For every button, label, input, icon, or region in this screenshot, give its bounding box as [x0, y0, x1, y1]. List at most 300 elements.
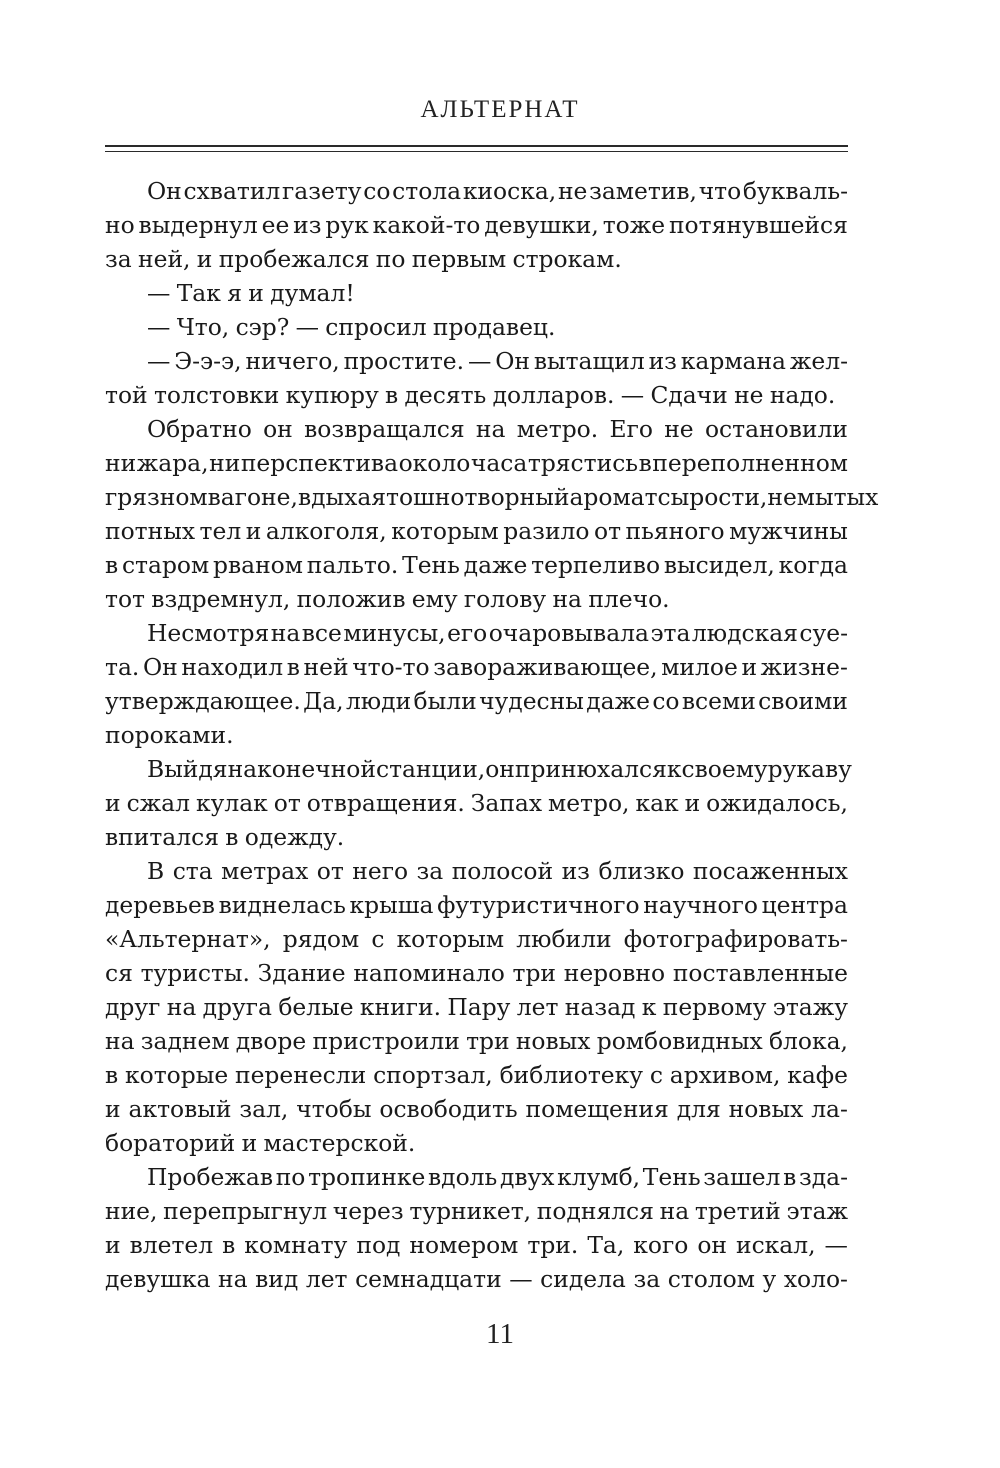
- word: назад: [564, 993, 636, 1021]
- word: зашел: [703, 1163, 781, 1191]
- word: той: [105, 381, 148, 409]
- word: мастерской.: [263, 1129, 416, 1157]
- word: кармана: [680, 347, 786, 375]
- word: мужчины: [729, 517, 848, 545]
- word: вздремнул,: [151, 585, 291, 613]
- word: поставленные: [672, 959, 848, 987]
- word: ему: [411, 585, 458, 613]
- word: сжал: [126, 789, 190, 817]
- word: я: [227, 279, 242, 307]
- word: какой-то: [372, 211, 481, 239]
- word: к: [641, 993, 657, 1021]
- word: Несмотря: [147, 619, 270, 647]
- word: суе-: [799, 619, 848, 647]
- word: Пару: [447, 993, 511, 1021]
- word: три: [466, 1027, 510, 1055]
- word: в: [783, 1163, 797, 1191]
- word: этажу: [772, 993, 848, 1021]
- word: любили: [516, 925, 612, 953]
- text-line: [105, 514, 848, 548]
- word: схватил: [183, 177, 281, 205]
- word: девушки,: [484, 211, 599, 239]
- word: жара,: [136, 449, 209, 477]
- word: —: [824, 1231, 848, 1259]
- word: белые: [278, 993, 354, 1021]
- word: поднялся: [536, 1197, 654, 1225]
- word: когда: [778, 551, 848, 579]
- word: Его: [609, 415, 653, 443]
- word: Та,: [587, 1231, 625, 1259]
- word: со: [652, 687, 680, 715]
- word: рваном: [212, 551, 303, 579]
- word: —: [147, 347, 171, 375]
- word: за: [633, 1265, 661, 1293]
- word: в: [638, 449, 652, 477]
- word: не: [557, 177, 588, 205]
- text-line: [105, 1024, 848, 1058]
- text-line: [105, 650, 848, 684]
- word: спросил: [325, 313, 427, 341]
- word: продавец.: [432, 313, 556, 341]
- word: турникет,: [409, 1197, 532, 1225]
- text-line: [105, 956, 848, 990]
- word: старом: [121, 551, 210, 579]
- word: минусы,: [343, 619, 446, 647]
- word: «Альтернат»,: [105, 925, 271, 953]
- word: вагоне,: [207, 483, 298, 511]
- word: голову: [463, 585, 547, 613]
- word: завораживающее,: [433, 653, 658, 681]
- word: новых: [515, 1027, 591, 1055]
- word: к: [666, 755, 682, 783]
- word: ла-: [811, 1095, 848, 1123]
- word: Что,: [176, 313, 230, 341]
- word: —: [147, 313, 171, 341]
- word: на: [105, 1027, 135, 1055]
- word: книги.: [359, 993, 442, 1021]
- word: из: [648, 347, 677, 375]
- word: с: [649, 1061, 663, 1089]
- word: пороками.: [105, 721, 234, 749]
- word: метро.: [516, 415, 599, 443]
- word: спортзал,: [373, 1061, 493, 1089]
- word: и: [248, 279, 264, 307]
- word: фотографировать-: [623, 925, 848, 953]
- word: тошнотворный: [386, 483, 570, 511]
- word: полосой: [451, 857, 554, 885]
- word: что-то: [352, 653, 430, 681]
- word: близко: [598, 857, 685, 885]
- word: двух: [499, 1163, 555, 1191]
- word: —: [467, 347, 492, 375]
- word: у: [762, 1265, 777, 1293]
- text-line: [105, 310, 848, 344]
- word: первому: [662, 993, 767, 1021]
- word: через: [332, 1197, 404, 1225]
- word: вид: [255, 1265, 299, 1293]
- word: купюру: [285, 381, 379, 409]
- word: помещения: [525, 1095, 669, 1123]
- word: переполненном: [652, 449, 848, 477]
- word: впитался: [105, 823, 219, 851]
- word: и: [684, 789, 701, 817]
- word: выдернул: [138, 211, 258, 239]
- word: три.: [527, 1231, 579, 1259]
- word: первым: [411, 245, 507, 273]
- word: В: [147, 857, 165, 885]
- word: ее: [261, 211, 290, 239]
- word: эта: [650, 619, 691, 647]
- word: и: [245, 517, 262, 545]
- word: ся: [105, 959, 133, 987]
- word: этаж: [786, 1197, 848, 1225]
- text-line: [105, 208, 848, 242]
- word: станции,: [375, 755, 486, 783]
- word: рук: [325, 211, 369, 239]
- word: киоска,: [462, 177, 557, 205]
- word: ромбовидных: [596, 1027, 763, 1055]
- text-line: [105, 922, 848, 956]
- word: крыша: [349, 891, 434, 919]
- word: строкам.: [512, 245, 622, 273]
- word: тоже: [602, 211, 666, 239]
- word: деревьев: [105, 891, 215, 919]
- header-rule-thin: [105, 151, 848, 152]
- word: перенесли: [235, 1061, 367, 1089]
- word: возвращался: [304, 415, 465, 443]
- word: на: [270, 619, 301, 647]
- word: чудесны: [479, 687, 584, 715]
- text-line: [105, 1228, 848, 1262]
- text-line: [105, 888, 848, 922]
- word: и: [105, 1231, 121, 1259]
- word: десять: [404, 381, 487, 409]
- word: на: [552, 585, 582, 613]
- word: от: [594, 517, 622, 545]
- word: рукаву: [767, 755, 852, 783]
- text-line: [105, 344, 848, 378]
- word: его: [447, 619, 488, 647]
- word: думал!: [270, 279, 355, 307]
- text-line: [105, 1092, 848, 1126]
- word: сырости,: [657, 483, 768, 511]
- word: на: [227, 755, 258, 783]
- word: аромат: [569, 483, 658, 511]
- word: —: [295, 313, 319, 341]
- text-line: [105, 786, 848, 820]
- word: толстовки: [153, 381, 280, 409]
- word: жел-: [789, 347, 848, 375]
- word: своими: [758, 687, 848, 715]
- word: три: [512, 959, 557, 987]
- word: своему: [681, 755, 768, 783]
- word: друга: [202, 993, 272, 1021]
- word: Он: [495, 347, 530, 375]
- word: Он: [147, 177, 182, 205]
- word: перепрыгнул: [163, 1197, 328, 1225]
- word: которым: [391, 517, 499, 545]
- word: жизне-: [760, 653, 848, 681]
- word: пробежался: [218, 245, 370, 273]
- word: освободить: [379, 1095, 518, 1123]
- word: около: [398, 449, 471, 477]
- word: положив: [296, 585, 406, 613]
- word: немытых: [767, 483, 879, 511]
- word: разило: [503, 517, 590, 545]
- word: по: [375, 245, 406, 273]
- word: Выйдя: [147, 755, 228, 783]
- word: новых: [728, 1095, 804, 1123]
- word: со: [363, 177, 391, 205]
- word: были: [413, 687, 477, 715]
- word: долларов.: [492, 381, 615, 409]
- word: остановили: [704, 415, 848, 443]
- word: он: [263, 415, 293, 443]
- text-line: [105, 446, 848, 480]
- word: Запах: [470, 789, 543, 817]
- word: от: [316, 857, 344, 885]
- word: на: [475, 415, 506, 443]
- word: номером: [409, 1231, 519, 1259]
- word: за: [416, 857, 444, 885]
- word: он: [697, 1231, 727, 1259]
- word: комнату: [244, 1231, 348, 1259]
- word: семнадцати: [355, 1265, 502, 1293]
- word: из: [293, 211, 322, 239]
- word: блока,: [768, 1027, 848, 1055]
- word: него: [352, 857, 409, 885]
- word: милое: [661, 653, 738, 681]
- word: девушка: [105, 1265, 211, 1293]
- word: принюхался: [514, 755, 667, 783]
- text-line: [105, 684, 848, 718]
- word: чтобы: [296, 1095, 372, 1123]
- word: Да,: [303, 687, 344, 715]
- word: искал,: [735, 1231, 816, 1259]
- word: даже: [586, 687, 650, 715]
- word: терпеливо: [531, 551, 661, 579]
- word: сидела: [540, 1265, 626, 1293]
- word: метрах: [221, 857, 309, 885]
- word: как: [635, 789, 679, 817]
- word: в: [286, 653, 300, 681]
- word: ста: [172, 857, 213, 885]
- word: очаровывала: [488, 619, 649, 647]
- body-text: [105, 174, 879, 1296]
- word: та.: [105, 653, 140, 681]
- word: ние,: [105, 1197, 158, 1225]
- word: за: [105, 245, 132, 273]
- text-line: [105, 854, 848, 888]
- word: не: [734, 381, 764, 409]
- word: третий: [694, 1197, 781, 1225]
- word: на: [659, 1197, 690, 1225]
- word: и: [105, 1095, 121, 1123]
- word: от: [273, 789, 301, 817]
- word: заднем: [140, 1027, 230, 1055]
- word: бораторий: [105, 1129, 236, 1157]
- word: Так: [176, 279, 221, 307]
- word: все: [301, 619, 342, 647]
- word: лет: [305, 1265, 348, 1293]
- word: в: [105, 551, 119, 579]
- word: Обратно: [147, 415, 252, 443]
- word: стола: [392, 177, 462, 205]
- word: заметив,: [589, 177, 697, 205]
- word: научного: [643, 891, 758, 919]
- word: людская: [691, 619, 798, 647]
- word: лет: [516, 993, 559, 1021]
- word: клумб,: [557, 1163, 641, 1191]
- word: и: [741, 653, 758, 681]
- text-line: [105, 990, 848, 1024]
- word: кого: [633, 1231, 689, 1259]
- word: алкоголя,: [265, 517, 387, 545]
- word: Сдачи: [650, 381, 728, 409]
- word: напоминало: [353, 959, 505, 987]
- word: перспектива: [240, 449, 399, 477]
- word: часа: [470, 449, 528, 477]
- word: библиотеку: [499, 1061, 644, 1089]
- text-line: [105, 378, 848, 412]
- word: кафе: [787, 1061, 848, 1089]
- word: на: [166, 993, 197, 1021]
- text-line: [105, 174, 848, 208]
- word: столом: [667, 1265, 755, 1293]
- word: трястись: [527, 449, 639, 477]
- word: холо-: [783, 1265, 848, 1293]
- word: в: [225, 823, 239, 851]
- word: Пробежав: [147, 1163, 274, 1191]
- word: которым: [396, 925, 505, 953]
- word: ожидалось,: [706, 789, 848, 817]
- word: виднелась: [218, 891, 346, 919]
- word: футуристичного: [437, 891, 640, 919]
- word: посаженных: [692, 857, 848, 885]
- text-line: [105, 718, 848, 752]
- text-line: [105, 1160, 848, 1194]
- word: букваль-: [742, 177, 848, 205]
- word: высидел,: [663, 551, 775, 579]
- word: влетел: [129, 1231, 214, 1259]
- word: пьяного: [625, 517, 725, 545]
- text-line: [105, 1126, 848, 1160]
- word: —: [509, 1265, 533, 1293]
- text-line: [105, 1194, 848, 1228]
- word: сэр?: [235, 313, 290, 341]
- word: что: [698, 177, 742, 205]
- text-line: [105, 480, 879, 514]
- word: находил: [181, 653, 284, 681]
- text-line: [105, 548, 848, 582]
- word: ни: [105, 449, 137, 477]
- word: центра: [761, 891, 848, 919]
- word: на: [218, 1265, 248, 1293]
- word: друг: [105, 993, 161, 1021]
- word: которые: [125, 1061, 229, 1089]
- word: Тень: [642, 1163, 701, 1191]
- word: плечо.: [588, 585, 670, 613]
- word: Он: [142, 653, 178, 681]
- word: отвращения.: [306, 789, 465, 817]
- word: архивом,: [669, 1061, 781, 1089]
- word: пристроили: [312, 1027, 460, 1055]
- word: неровно: [563, 959, 666, 987]
- word: дворе: [235, 1027, 307, 1055]
- word: зда-: [798, 1163, 848, 1191]
- text-line: [105, 1058, 848, 1092]
- word: всеми: [681, 687, 756, 715]
- word: но: [105, 211, 135, 239]
- word: под: [356, 1231, 401, 1259]
- text-line: [105, 412, 848, 446]
- running-title: АЛЬТЕРНАТ: [420, 96, 580, 123]
- word: в: [385, 381, 399, 409]
- word: тропинке: [308, 1163, 426, 1191]
- word: одежду.: [244, 823, 345, 851]
- word: тел: [199, 517, 242, 545]
- word: Тень: [402, 551, 460, 579]
- word: по: [275, 1163, 306, 1191]
- word: ней: [303, 653, 349, 681]
- word: надо.: [769, 381, 836, 409]
- word: потных: [105, 517, 196, 545]
- text-line: [105, 276, 848, 310]
- text-line: [105, 752, 852, 786]
- word: из: [561, 857, 590, 885]
- word: ней,: [138, 245, 191, 273]
- word: конечной: [257, 755, 376, 783]
- word: в: [105, 1061, 119, 1089]
- text-line: [105, 616, 848, 650]
- word: даже: [463, 551, 528, 579]
- text-line: [105, 820, 848, 854]
- word: кулак: [195, 789, 268, 817]
- word: вытащил: [533, 347, 645, 375]
- word: зал,: [239, 1095, 289, 1123]
- word: и: [241, 1129, 258, 1157]
- word: вдоль: [428, 1163, 498, 1191]
- word: с: [371, 925, 385, 953]
- word: пальто.: [306, 551, 399, 579]
- word: Э-э-э,: [174, 347, 242, 375]
- word: не: [664, 415, 694, 443]
- word: туристы.: [140, 959, 250, 987]
- text-line: [105, 242, 848, 276]
- page-number: 11: [486, 1318, 514, 1350]
- word: ни: [209, 449, 241, 477]
- word: —: [620, 381, 645, 409]
- word: люди: [345, 687, 412, 715]
- word: и: [196, 245, 213, 273]
- text-line: [105, 1262, 848, 1296]
- word: потянувшейся: [668, 211, 848, 239]
- word: тот: [105, 585, 145, 613]
- word: ничего,: [245, 347, 340, 375]
- word: —: [147, 279, 171, 307]
- word: утверждающее.: [105, 687, 301, 715]
- word: рядом: [282, 925, 360, 953]
- word: он: [485, 755, 515, 783]
- word: газету: [282, 177, 362, 205]
- word: и: [105, 789, 121, 817]
- word: простите.: [343, 347, 465, 375]
- word: Здание: [257, 959, 346, 987]
- word: для: [676, 1095, 721, 1123]
- word: вдыхая: [297, 483, 387, 511]
- word: метро,: [548, 789, 630, 817]
- text-line: [105, 582, 848, 616]
